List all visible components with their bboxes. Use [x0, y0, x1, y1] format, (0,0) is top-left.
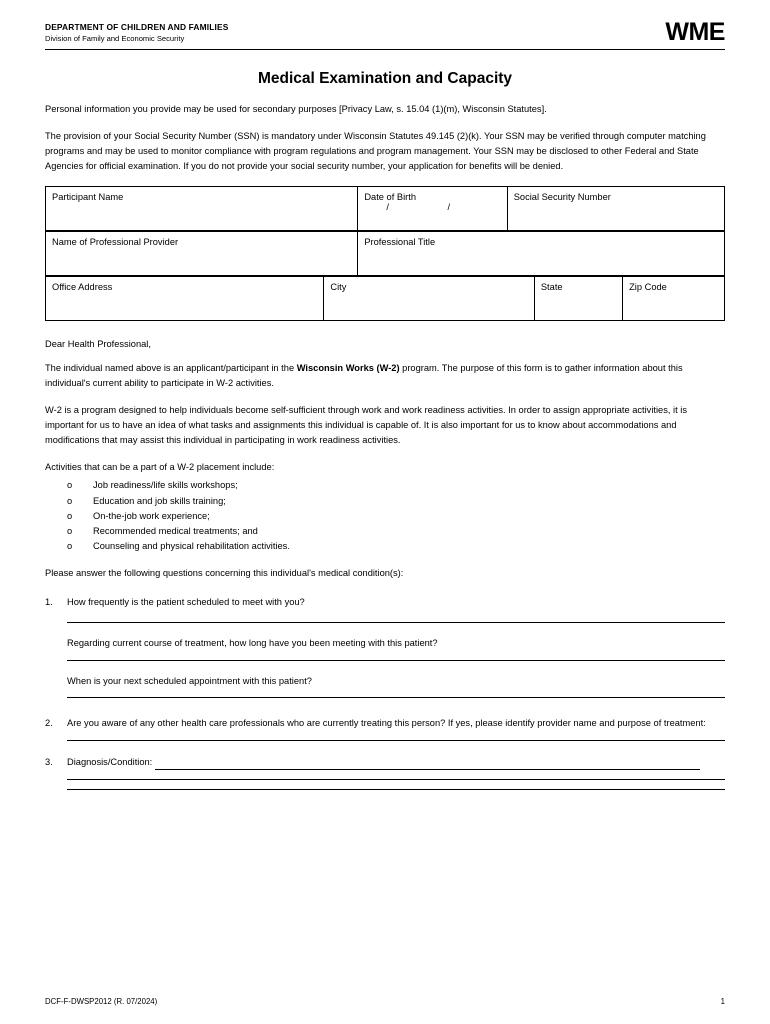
- question-2-body: [67, 716, 725, 741]
- department-name: DEPARTMENT OF CHILDREN AND FAMILIES: [45, 22, 229, 32]
- question-3-answer-line-2[interactable]: [67, 779, 725, 780]
- activities-intro: Activities that can be a part of a W-2 placement include:: [45, 462, 275, 473]
- address-info-table: [45, 276, 725, 321]
- letter-paragraph-2: W-2 is a program designed to help individuals become self-sufficient through work and work readiness activities. In order to assign appropriate activities, it is important for us to have an idea of what tasks and assignments this individual is capable of. It is also important for us to know about accommodations and modifications that may assist this individual in participating in work readiness activities.: [45, 405, 687, 446]
- label-provider-name: Name of Professional Provider: [52, 237, 179, 248]
- question-1-body: [67, 595, 725, 699]
- field-date-of-birth[interactable]: [358, 187, 507, 231]
- question-2: [45, 716, 725, 741]
- question-3-text-row: [67, 755, 725, 770]
- question-3-text: Diagnosis/Condition:: [67, 757, 155, 768]
- page-title: Medical Examination and Capacity: [257, 70, 513, 87]
- division-name: Division of Family and Economic Security: [45, 33, 185, 43]
- question-1: [45, 595, 725, 699]
- field-zip-code[interactable]: [623, 277, 725, 321]
- questions-intro: Please answer the following questions concerning this individual's medical condition(s):: [45, 567, 404, 578]
- agency-block: [45, 22, 228, 43]
- question-3: [45, 755, 725, 790]
- question-1-sub-2-text: When is your next scheduled appointment with this patient?: [67, 675, 312, 686]
- question-3-answer-line-3[interactable]: [67, 789, 725, 790]
- wme-logo: WME: [665, 18, 725, 46]
- table-row: [46, 187, 725, 231]
- question-3-body: [67, 755, 725, 790]
- page-footer: [45, 997, 725, 1006]
- list-item: o Counseling and physical rehabilitation activities.: [67, 539, 725, 554]
- page-header: [45, 18, 725, 50]
- list-item: o On-the-job work experience;: [67, 509, 725, 524]
- question-1-number: 1.: [45, 596, 53, 607]
- field-city[interactable]: [324, 277, 534, 321]
- label-zip-code: Zip Code: [629, 282, 667, 293]
- question-1-sub-1-answer-line[interactable]: [67, 660, 725, 661]
- question-3-number: 3.: [45, 757, 53, 768]
- privacy-notice: Personal information you provide may be used for secondary purposes [Privacy Law, s. 15.04 (1)(m), Wisconsin Statutes].: [45, 104, 547, 114]
- field-state[interactable]: [534, 277, 622, 321]
- program-name: Wisconsin Works (W-2): [296, 363, 400, 374]
- list-item: o Job readiness/life skills workshops;: [67, 478, 725, 493]
- table-row: [46, 232, 725, 276]
- dob-separator-marks: / /: [386, 202, 479, 213]
- form-id: DCF-F-DWSP2012 (R. 07/2024): [45, 997, 158, 1006]
- letter-p1-after: program. The purpose of this form is to gather information about this individual's current ability to participate in W-2 activities.: [45, 363, 683, 389]
- page-number: 1: [720, 997, 725, 1006]
- field-participant-name[interactable]: [46, 187, 358, 231]
- provider-info-table: [45, 231, 725, 276]
- question-3-answer-line-1[interactable]: [155, 759, 700, 770]
- question-1-sub-1-text: Regarding current course of treatment, how long have you been meeting with this patient?: [67, 637, 438, 648]
- question-1-answer-line[interactable]: [67, 622, 725, 623]
- participant-info-table: [45, 186, 725, 231]
- question-2-number: 2.: [45, 718, 53, 729]
- label-state: State: [540, 282, 563, 293]
- label-participant-name: Participant Name: [52, 192, 124, 203]
- list-item: o Education and job skills training;: [67, 494, 725, 509]
- question-2-answer-line[interactable]: [67, 740, 725, 741]
- activities-list: [45, 478, 725, 553]
- label-office-address: Office Address: [52, 282, 113, 293]
- letter-paragraph-1: [45, 361, 725, 391]
- question-1-sub-2-answer-line[interactable]: [67, 697, 725, 698]
- question-2-text: Are you aware of any other health care professionals who are currently treating this person? If yes, please identify provider name and purpose of treatment:: [67, 718, 706, 729]
- ssn-notice: The provision of your Social Security Number (SSN) is mandatory under Wisconsin Statutes 49.145 (2)(k). Your SSN may be verified through computer matching programs and may be used to monitor compliance with program regulations and program management. Your SSN may be disclosed to other Federal and State Agencies for official examination. If you do not provide your social security number, your application for benefits will be denied.: [45, 131, 706, 172]
- question-1-text: How frequently is the patient scheduled to meet with you?: [67, 596, 305, 607]
- list-item: o Recommended medical treatments; and: [67, 524, 725, 539]
- field-office-address[interactable]: [46, 277, 324, 321]
- field-provider-name[interactable]: [46, 232, 358, 276]
- label-professional-title: Professional Title: [364, 237, 436, 248]
- label-city: City: [330, 282, 347, 293]
- letter-p1-before: The individual named above is an applicant/participant in the: [45, 363, 297, 374]
- label-date-of-birth: Date of Birth: [364, 192, 417, 203]
- field-ssn[interactable]: [507, 187, 724, 231]
- label-ssn: Social Security Number: [513, 192, 611, 203]
- salutation: Dear Health Professional,: [45, 339, 151, 350]
- field-professional-title[interactable]: [358, 232, 725, 276]
- table-row: [46, 277, 725, 321]
